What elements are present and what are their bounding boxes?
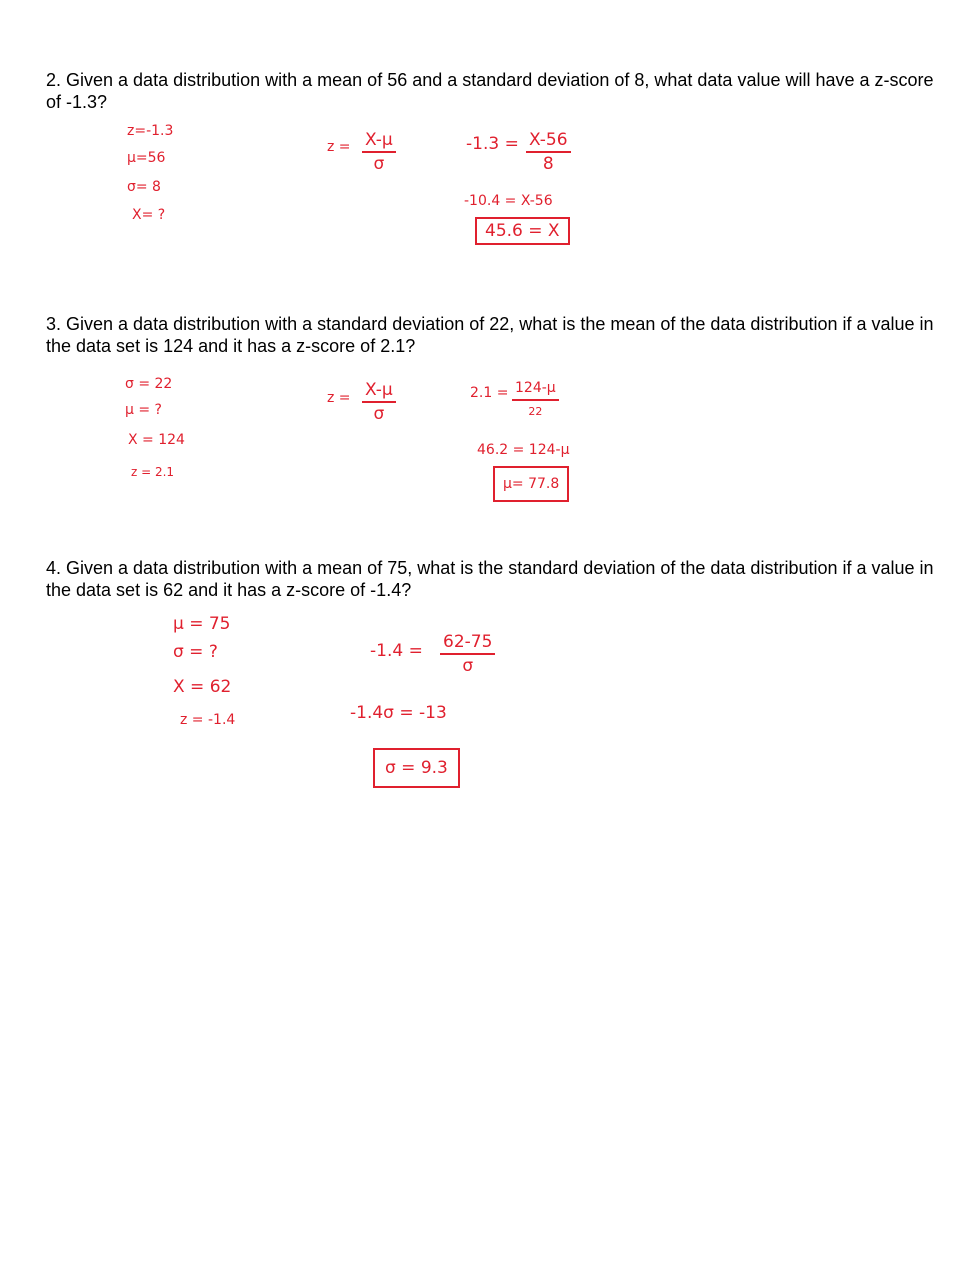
q3-step1-lhs: 2.1 = — [470, 385, 509, 401]
q2-formula-numerator: X-μ — [362, 130, 396, 153]
q4-step1-lhs: -1.4 = — [370, 641, 423, 661]
q3-step1-denominator: 22 — [528, 405, 543, 418]
question-2-text: 2. Given a data distribution with a mean of 56 and a standard deviation of 8, what data value will have a z-score of -1.3? — [46, 70, 934, 112]
q3-formula-fraction — [362, 380, 396, 424]
q2-formula-denominator: σ — [373, 154, 385, 174]
q4-given-x: X = 62 — [173, 677, 232, 697]
q2-given-sd: σ= 8 — [127, 179, 161, 195]
q4-answer: σ = 9.3 — [373, 748, 460, 788]
q3-formula-numerator: X-μ — [362, 380, 396, 403]
q2-given-z: z=-1.3 — [127, 123, 174, 139]
q3-given-mean: μ = ? — [125, 402, 162, 418]
q3-formula-denominator: σ — [373, 404, 385, 424]
q4-given-mean: μ = 75 — [173, 614, 231, 634]
q2-formula-fraction — [362, 130, 396, 174]
q3-given-z: z = 2.1 — [131, 465, 175, 479]
q4-step1-denominator: σ — [462, 656, 474, 676]
question-3-text: 3. Given a data distribution with a standard deviation of 22, what is the mean of the data distribution if a value in the data set is 124 and it has a z-score of 2.1? — [46, 314, 934, 356]
q4-given-sd: σ = ? — [173, 642, 218, 662]
q3-formula-lhs: z = — [327, 390, 351, 406]
q2-given-mean: μ=56 — [127, 150, 166, 166]
q3-step1-fraction — [512, 378, 559, 422]
q3-step1-numerator: 124-μ — [512, 378, 559, 401]
q2-step1-denominator: 8 — [542, 154, 554, 174]
q4-step1-numerator: 62-75 — [440, 632, 495, 655]
q2-step2: -10.4 = X-56 — [464, 193, 553, 209]
q3-given-sd: σ = 22 — [125, 376, 173, 392]
q2-step1-numerator: X-56 — [526, 130, 571, 153]
q4-given-z: z = -1.4 — [180, 712, 236, 728]
q2-given-x: X= ? — [132, 207, 166, 223]
q2-step1-fraction — [526, 130, 571, 174]
q3-step2: 46.2 = 124-μ — [477, 442, 570, 458]
question-4-text: 4. Given a data distribution with a mean of 75, what is the standard deviation of the data distribution if a value in the data set is 62 and it has a z-score of -1.4? — [46, 558, 934, 600]
q4-step1-fraction — [440, 632, 495, 676]
q3-given-x: X = 124 — [128, 432, 185, 448]
q4-step2: -1.4σ = -13 — [350, 703, 447, 723]
q2-step1-lhs: -1.3 = — [466, 134, 519, 154]
q2-answer: 45.6 = X — [475, 217, 570, 245]
q2-formula-lhs: z = — [327, 139, 351, 155]
q3-answer: μ= 77.8 — [493, 466, 569, 502]
